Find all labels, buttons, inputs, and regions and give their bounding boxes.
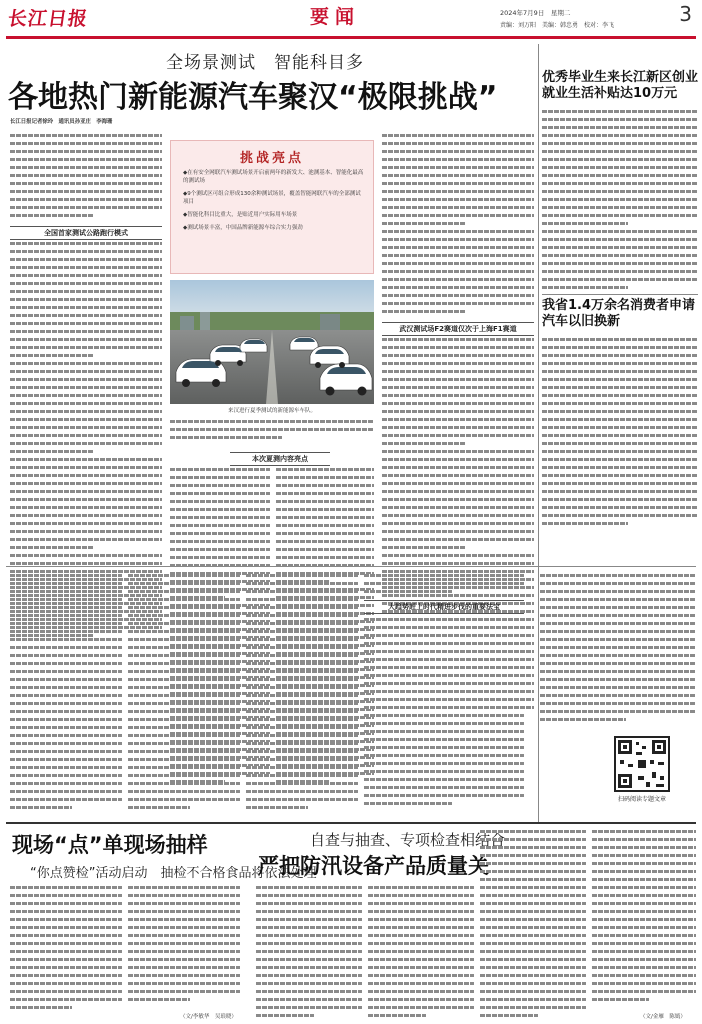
photo-caption: 来汉进行夏季测试的新能源车车队。 bbox=[227, 408, 316, 414]
main-subhead-1: 全国首家测试公路跑行模式 bbox=[10, 226, 162, 240]
right-story-1-body bbox=[542, 108, 698, 292]
main-kicker: 全场景测试 智能科目多 bbox=[166, 53, 364, 73]
bottom-left-subheadline: “你点赞检”活动启动 抽检不合格食品将依法处理 bbox=[30, 866, 317, 881]
test-fleet-photo bbox=[170, 280, 374, 404]
challenge-item: ◆9个测试区可组合形成130余种测试场景，覆盖智能网联汽车的全部测试项目 bbox=[183, 191, 361, 205]
commentary-subhead: 大趋势赶上时代精进步伐的重要法宝 bbox=[364, 600, 524, 614]
commentary-col-3 bbox=[246, 572, 358, 812]
main-subhead-2: 武汉测试场F2赛道仅次于上海F1赛道 bbox=[382, 322, 534, 336]
right-story-2-body bbox=[542, 336, 698, 536]
bottom-left-headline: 现场“点”单现场抽样 bbox=[12, 833, 208, 857]
challenge-item: ◆智能化科目比重大，是贴近用户实际用车场景 bbox=[183, 212, 298, 218]
right-story-divider bbox=[542, 294, 698, 295]
challenge-item: ◆测试场景丰富，中国品牌新能源车综合实力强劲 bbox=[183, 225, 303, 231]
bottom-right-kicker: 自查与抽查、专项检查相结合 bbox=[310, 831, 506, 849]
qr-code-icon bbox=[616, 738, 668, 790]
commentary-col-5 bbox=[540, 572, 696, 732]
bottom-right-byline: （文/金雁 陈嫣） bbox=[640, 1014, 686, 1020]
page-number: 3 bbox=[679, 2, 692, 26]
bottom-band-divider bbox=[6, 822, 696, 824]
commentary-col-4 bbox=[364, 572, 524, 598]
car-photo-illustration bbox=[170, 280, 374, 404]
challenge-list bbox=[183, 169, 365, 237]
main-lead: 长江日报记者徐玲 通讯员孙亚庄 李海珊 bbox=[10, 119, 113, 125]
commentary-col-1 bbox=[10, 572, 122, 812]
bottom-right-body-4 bbox=[592, 828, 696, 1008]
main-body-col-3a bbox=[382, 132, 534, 318]
masthead-rule bbox=[6, 36, 696, 39]
newspaper-logo: 长江日报 bbox=[6, 8, 90, 30]
issue-date: 2024年7月9日 星期二 bbox=[500, 9, 571, 17]
bottom-right-body-2 bbox=[368, 884, 474, 1020]
commentary-col-2 bbox=[128, 572, 240, 812]
bottom-left-byline: （文/李敏华 吴琅晓） bbox=[180, 1014, 237, 1020]
right-story-2-headline: 我省1.4万余名消费者申请汽车以旧换新 bbox=[542, 298, 696, 329]
editor-credits: 责编：刘万阳 美编：韩忠勇 校对：李飞 bbox=[500, 22, 615, 29]
bottom-left-body-2 bbox=[128, 884, 240, 1012]
section-divider bbox=[6, 566, 696, 567]
bottom-right-body-3 bbox=[480, 828, 586, 1020]
challenge-title: 挑战亮点 bbox=[239, 151, 304, 166]
challenge-highlights-box bbox=[170, 140, 374, 274]
bottom-right-body-1 bbox=[256, 884, 362, 1020]
right-story-1-headline: 优秀毕业生来长江新区创业就业生活补贴达10万元 bbox=[542, 70, 699, 101]
main-body-col-1a bbox=[10, 132, 162, 220]
masthead bbox=[0, 0, 702, 44]
main-headline: 各地热门新能源汽车聚汉“极限挑战” bbox=[8, 80, 498, 115]
main-subhead-3: 本次夏测内容亮点 bbox=[230, 452, 330, 466]
column-separator bbox=[538, 44, 539, 824]
qr-caption: 扫码阅读专题文章 bbox=[617, 796, 666, 803]
bottom-right-headline: 严把防汛设备产品质量关 bbox=[258, 854, 489, 878]
qr-code[interactable] bbox=[614, 736, 670, 792]
commentary-col-4b bbox=[364, 616, 524, 812]
bottom-left-body-1 bbox=[10, 884, 122, 1012]
section-title: 要闻 bbox=[310, 6, 361, 28]
challenge-item: ◆在有安全网联汽车测试场景开启前两年的新发大、池测基本、智能化最高的测试场 bbox=[183, 170, 364, 184]
